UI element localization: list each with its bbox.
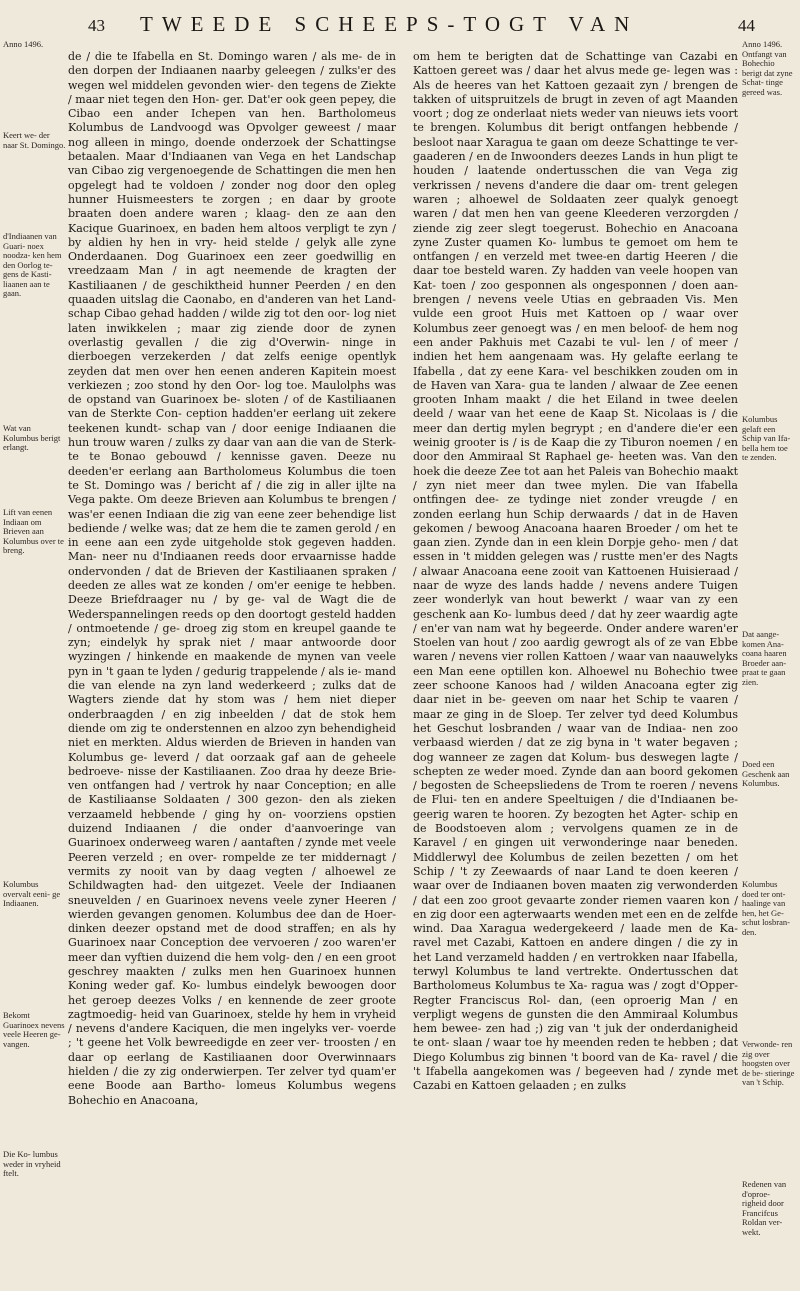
margin-note-left: Anno 1496. (3, 39, 44, 49)
margin-note-right: Anno 1496. Ontfangt van Bohechio berigt dat zyne Schat- tinge gereed was. (742, 39, 793, 97)
margin-note-right: Doed een Geschenk aan Kolumbus. (742, 759, 790, 788)
margin-note-right: Kolumbus gelaft een Schip van Ifa- bella hem toe te zenden. (742, 414, 791, 462)
margin-note-right: Kolumbus doed ter ont- haalinge van hen, het Ge- schut losbran- den. (742, 879, 790, 937)
right-column (413, 50, 738, 1094)
running-head-title: TWEEDE SCHEEPS-TOGT VAN (140, 12, 639, 36)
right-column-text: om hem te berigten dat de Schattinge van Cazabi en Kattoen gereet was / daar het alvus mede ge- legen was : Als de heeres van het Kattoen gezaait zyn / brengen de takken of uitspruitzels de brugt in zeven of agt Maanden voort ; dog ze onderlaat niets weder van nieuws iets voort te brengen. Kolumbus dit berigt ontfangen hebbende / besloot naar Xaragua te gaan om deeze Schattinge te ver- gaaderen / en de Inwoonders deezes Lands in hun pligt te houden / laatende ondertusschen die van Vega zig verkrissen / nevens d'andere die daar om- trent gelegen waren ; alhoewel de Soldaaten zeer qualyk genoegt waren / dat men hen van geene Kleederen verzorgden / ziende zig zeer slegt toegerust. Bohechio en Anacoana zyne Zuster quamen Ko- lumbus te gemoet om hem te ontfangen / en verzeld met twee-en dartig Heeren / die daar toe besteld waren. Zy hadden van veele hoopen van Kat- toen / zoo gesponnen als ongesponnen / doen aan- brengen / nevens veele Utias en gebraaden Vis. Men vulde een groot Huis met Kattoen op / waar over Kolumbus zeer genoegt was / en men beloof- de hem nog een ander Pakhuis met Cazabi te vul- len / of meer / indien het hem aangenaam was. Hy gelafte eerlang te Ifabella , dat zy eene Kara- vel beschikken zouden om in de Haven van Xara- gua te landen / alwaar de Zee eenen grooten Inham maakt / die het Eiland in twee deelen deeld / waar van het eene de Kaap St. Nicolaas is / die meer dan dertig mylen begrypt ; en d'andere die'er een weinig grooter is / is de Kaap die zy Tiburon noemen / en door den Ammiraal St Raphael ge- heeten was. Van den hoek die deeze Zee tot aan het Paleis van Bohechio maakt / zyn niet meer dan twee mylen. Die van Ifabella ontfingen dee- ze tydinge niet zonder vreugde / en zonden eerlang hun Schip derwaards / dat in de Haven gekomen / bewoog Anacoana haaren Broeder / om het te gaan zien. Zynde dan in een klein Dorpje geho- men / dat essen in 't midden gelegen was / rustte men'er des Nagts / alwaar Anacoana eene zooit van Kattoenen Huisieraad / naar de wyze des lands hadde / nevens andere Tuigen zeer wonderlyk van hout bewerkt / waar van zy een geschenk aan Ko- lumbus deed / dat hy zeer waardig agte / en'er van nam wat hy begeerde. Onder andere waren'er Stoelen van hout / zoo aardig gewrogt als of ze van Ebbe waren / nevens vier rollen Kattoen / waar van naauwelyks een Man eene optillen kon. Alhoewel nu Bohechio twee zeer schoone Kanoos had / wilden Anacoana egter zig daar niet in be- geeven om naar het Schip te vaaren / maar ze ging in de Sloep. Ter zelver tyd deed Kolumbus het Geschut losbranden / waar van de Indiaa- nen zoo verbaasd wierden / dat ze zig byna in 't water begaven ; dog wanneer ze zagen dat Kolum- bus deswegen lagte / schepten ze weder moed. Zynde dan aan boord gekomen / begosten de Scheepsliedens de Trom te roeren / nevens de Flui- ten en andere Speeltuigen / die d'Indiaanen be- geerig waren te hooren. Zy bezogten het Agter- schip en de Boodstoeven alom ; vervolgens quamen ze in de Karavel / en gingen uit verwonderinge naar beneden. Middlerwyl dee Kolumbus de zeilen bezetten / om het Schip / 't zy Zeewaards of naar Land te doen keeren / waar over de Indiaanen boven maaten zig verwonderden / dat een zoo groot gevaarte zonder riemen vaaren kon / en zig door een agterwaarts wenden met een en de zelfde wind. Daa Xaragua wedergekeerd / laade men de Ka- ravel met Cazabi, Kattoen en andere dingen / die zy in het Land verzameld hadden / en vertrokken naar Ifabella, terwyl Kolumbus te land vertrekte. Ondertusschen dat Bartholomeus Kolumbus te Xa- ragua was / zogt d'Opper-Regter Franciscus Rol- dan, (een oproerig Man / en verpligt wegens de gunsten die den Ammiraal Kolumbus hem bewee- zen had ;) zig van 't juk der onderdanigheid te ont- slaan / waar toe hy meenden reden te hebben ; dat Diego Kolumbus zig binnen 't boord van de Ka- ravel / die 't Ifabella aangekomen was / begeeven had / zynde met Cazabi en Kattoen gelaaden ; en zulks (413, 50, 738, 1093)
margin-note-left: Lift van eenen Indiaan om Brieven aan Kolumbus over te breng. (3, 507, 64, 555)
margin-note-left: Bekomt Guarinoex nevens veele Heeren ge- vangen. (3, 1010, 65, 1049)
margin-note-left: Kolumbus overvalt eeni- ge Indiaanen. (3, 879, 61, 908)
left-column (68, 50, 396, 1108)
margin-note-left: Keert we- der naar St. Domingo. (3, 130, 66, 150)
margin-note-right: Dat aange- komen Ana- coana haaren Broeder aan- praat te gaan zien. (742, 629, 787, 687)
left-page-number: 43 (88, 16, 105, 35)
margin-note-left: Die Ko- lumbus weder in vryheid ftelt. (3, 1149, 61, 1178)
margin-note-right: Redenen van d'oproe- righeid door Francifcus Roldan ver- wekt. (742, 1179, 787, 1237)
left-column-text: de / die te Ifabella en St. Domingo waren / als me- de in den dorpen der Indiaanen naarby geleegen / zulks'er des wegen wel middelen gevonden wier- den tegens de Ziekte / maar niet tegen den Hon- ger. Dat'er ook geen pepey, die Cibao een ander Ichepen van hen. Bartholomeus Kolumbus de Landvoogd was Opvolger geweest / maar nog alleen in mingo, doende onderzoek der Schattingse betaalen. Maar d'Indiaanen van Vega en het Landschap van Cibao zig vergenoegende de Schattingen die men hen opgelegt had te voldoen / zonder nog door den opleg hunner Huismeesters te zorgen ; en daar by groote braaten doen andere waren ; klaag- den ze aan den Kacique Guarinoex, en baden hem altoos verpligt te zyn / by aldien hy hen in vry- heid stelde / gelyk alle zyne Onderdaanen. Dog Guarinoex een zeer goedwillig en vreedzaam Man / in agt neemende de kragten der Kastiliaanen / de geschiktheid hunner Peerden / en den quaaden uitslag die Caonabo, en d'anderen van het Land- schap Cibao gehad hadden / wilde zig tot den oor- log niet laten inwikkelen ; maar zig ziende door de zynen overlastig gevallen / die zig d'Overwin- ninge in dierboegen verzekerden / dat zelfs eenige opentlyk zeyden dat men over hen eenen anderen Kapitein moest verkiezen ; zoo stond hy den Oor- log toe. Maulolphs was de opstand van Guarinoex be- sloten / of de Kastiliaanen van de Sterkte Con- ception hadden'er eerlang uit zekere teekenen kundt- schap van / door eenige Indiaanen die hun trouw waren / zulks zy daar van aan die van de Sterk- te te Bonao gebouwd / kennisse gaven. Deeze nu deeden'er eerlang aan Bartholomeus Kolumbus die toen te St. Domingo was / bericht af / die zig in aller ijlte na Vega pakte. Om deeze Brieven aan Kolumbus te brengen / was'er eenen Indiaan die zig van eene zeer behendige list bediende / welke was; dat ze hem die te zamen gerold / en in eene aan een zyde uitgeholde stok gegeven hadden. Man- neer nu d'Indiaanen reeds door ervaarnisse hadde ondervonden / dat de Brieven der Kastiliaanen spraken / deeden ze alles wat ze konden / om'er eenige te hebben. Deeze Briefdraager nu / by ge- val de Wagt die de Wederspannelingen reeds op den doortogt gesteld hadden / ontmoetende / ge- droeg zig stom en kreupel gaande te zyn; eindelyk hy sprak niet / maar antwoorde door wyzingen / hinkende en maakende de mynen van veele pyn in 't gaan te lyden / gedurig trappelende / als ie- mand die van elende na zyn land wederkeerd ; zulks dat de Wagters ziende dat hy stom was / hem niet dieper onderbraagden / en zig inbeelden / dat de stok hem diende om zig te onderstennen en alzoo zyn behendigheid niet en merkten. Aldus wierden de Brieven in handen van Kolumbus ge- leverd / dat oorzaak gaf aan de geheele bedroeve- nisse der Kastiliaanen. Zoo draa hy deeze Brie- ven ontfangen had / vertrok hy naar Conception; en alle de Kastiliaanse Soldaaten / 300 gezon- den als zieken verzaameld hebbende / ging hy on- voorziens opstien duizend Indiaanen / die onder d'aanvoeringe van Guarinoex onderweeg waren / aantaften / zynde met veele Peeren verzeld ; en over- rompelde ze ter middernagt / vermits zy nooit van by daag vegten / alhoewel ze Schildwagten had- den uitgezet. Veele der Indiaanen sneuvelden / en Guarinoex nevens veele zyner Heeren / wierden gevangen genomen. Kolumbus dee dan de Hoer- dinken deezer opstand met de dood straffen; en als hy Guarinoex naar Conception dee vervoeren / zoo waren'er meer dan vyftien duizend die hem volg- den / en een groot geschrey maakten / zulks men hen Guarinoex hunnen Koning weder gaf. Ko- lumbus eindelyk bewoogen door het geroep deezes Volks / en kennende de zeer groote zagtmoedig- heid van Guarinoex, stelde hy hem in vryheid / nevens d'andere Kaciquen, die men ingelyks ver- voerde ; 't geene het Volk bewreedigde en zeer ver- troosten / en daar op eerlang de Kastiliaanen door Overwinnaars hielden / die zy zig onderwierpen. Ter zelver tyd quam'er eene Boode aan Bartho- lomeus Kolumbus wegens Bohechio en Anacoana, (68, 50, 396, 1107)
margin-note-left: d'Indiaanen van Guari- noex noodza- ken hem den Oorlog te- gens de Kasti- liaanen aan te gaan. (3, 231, 62, 298)
margin-note-right: Verwonde- ren zig over hoogsten over de be- stieringe van 't Schip. (742, 1039, 795, 1087)
margin-note-left: Wat van Kolumbus berigt erlangt. (3, 423, 61, 452)
running-header (0, 12, 800, 52)
right-page-number: 44 (738, 16, 755, 35)
